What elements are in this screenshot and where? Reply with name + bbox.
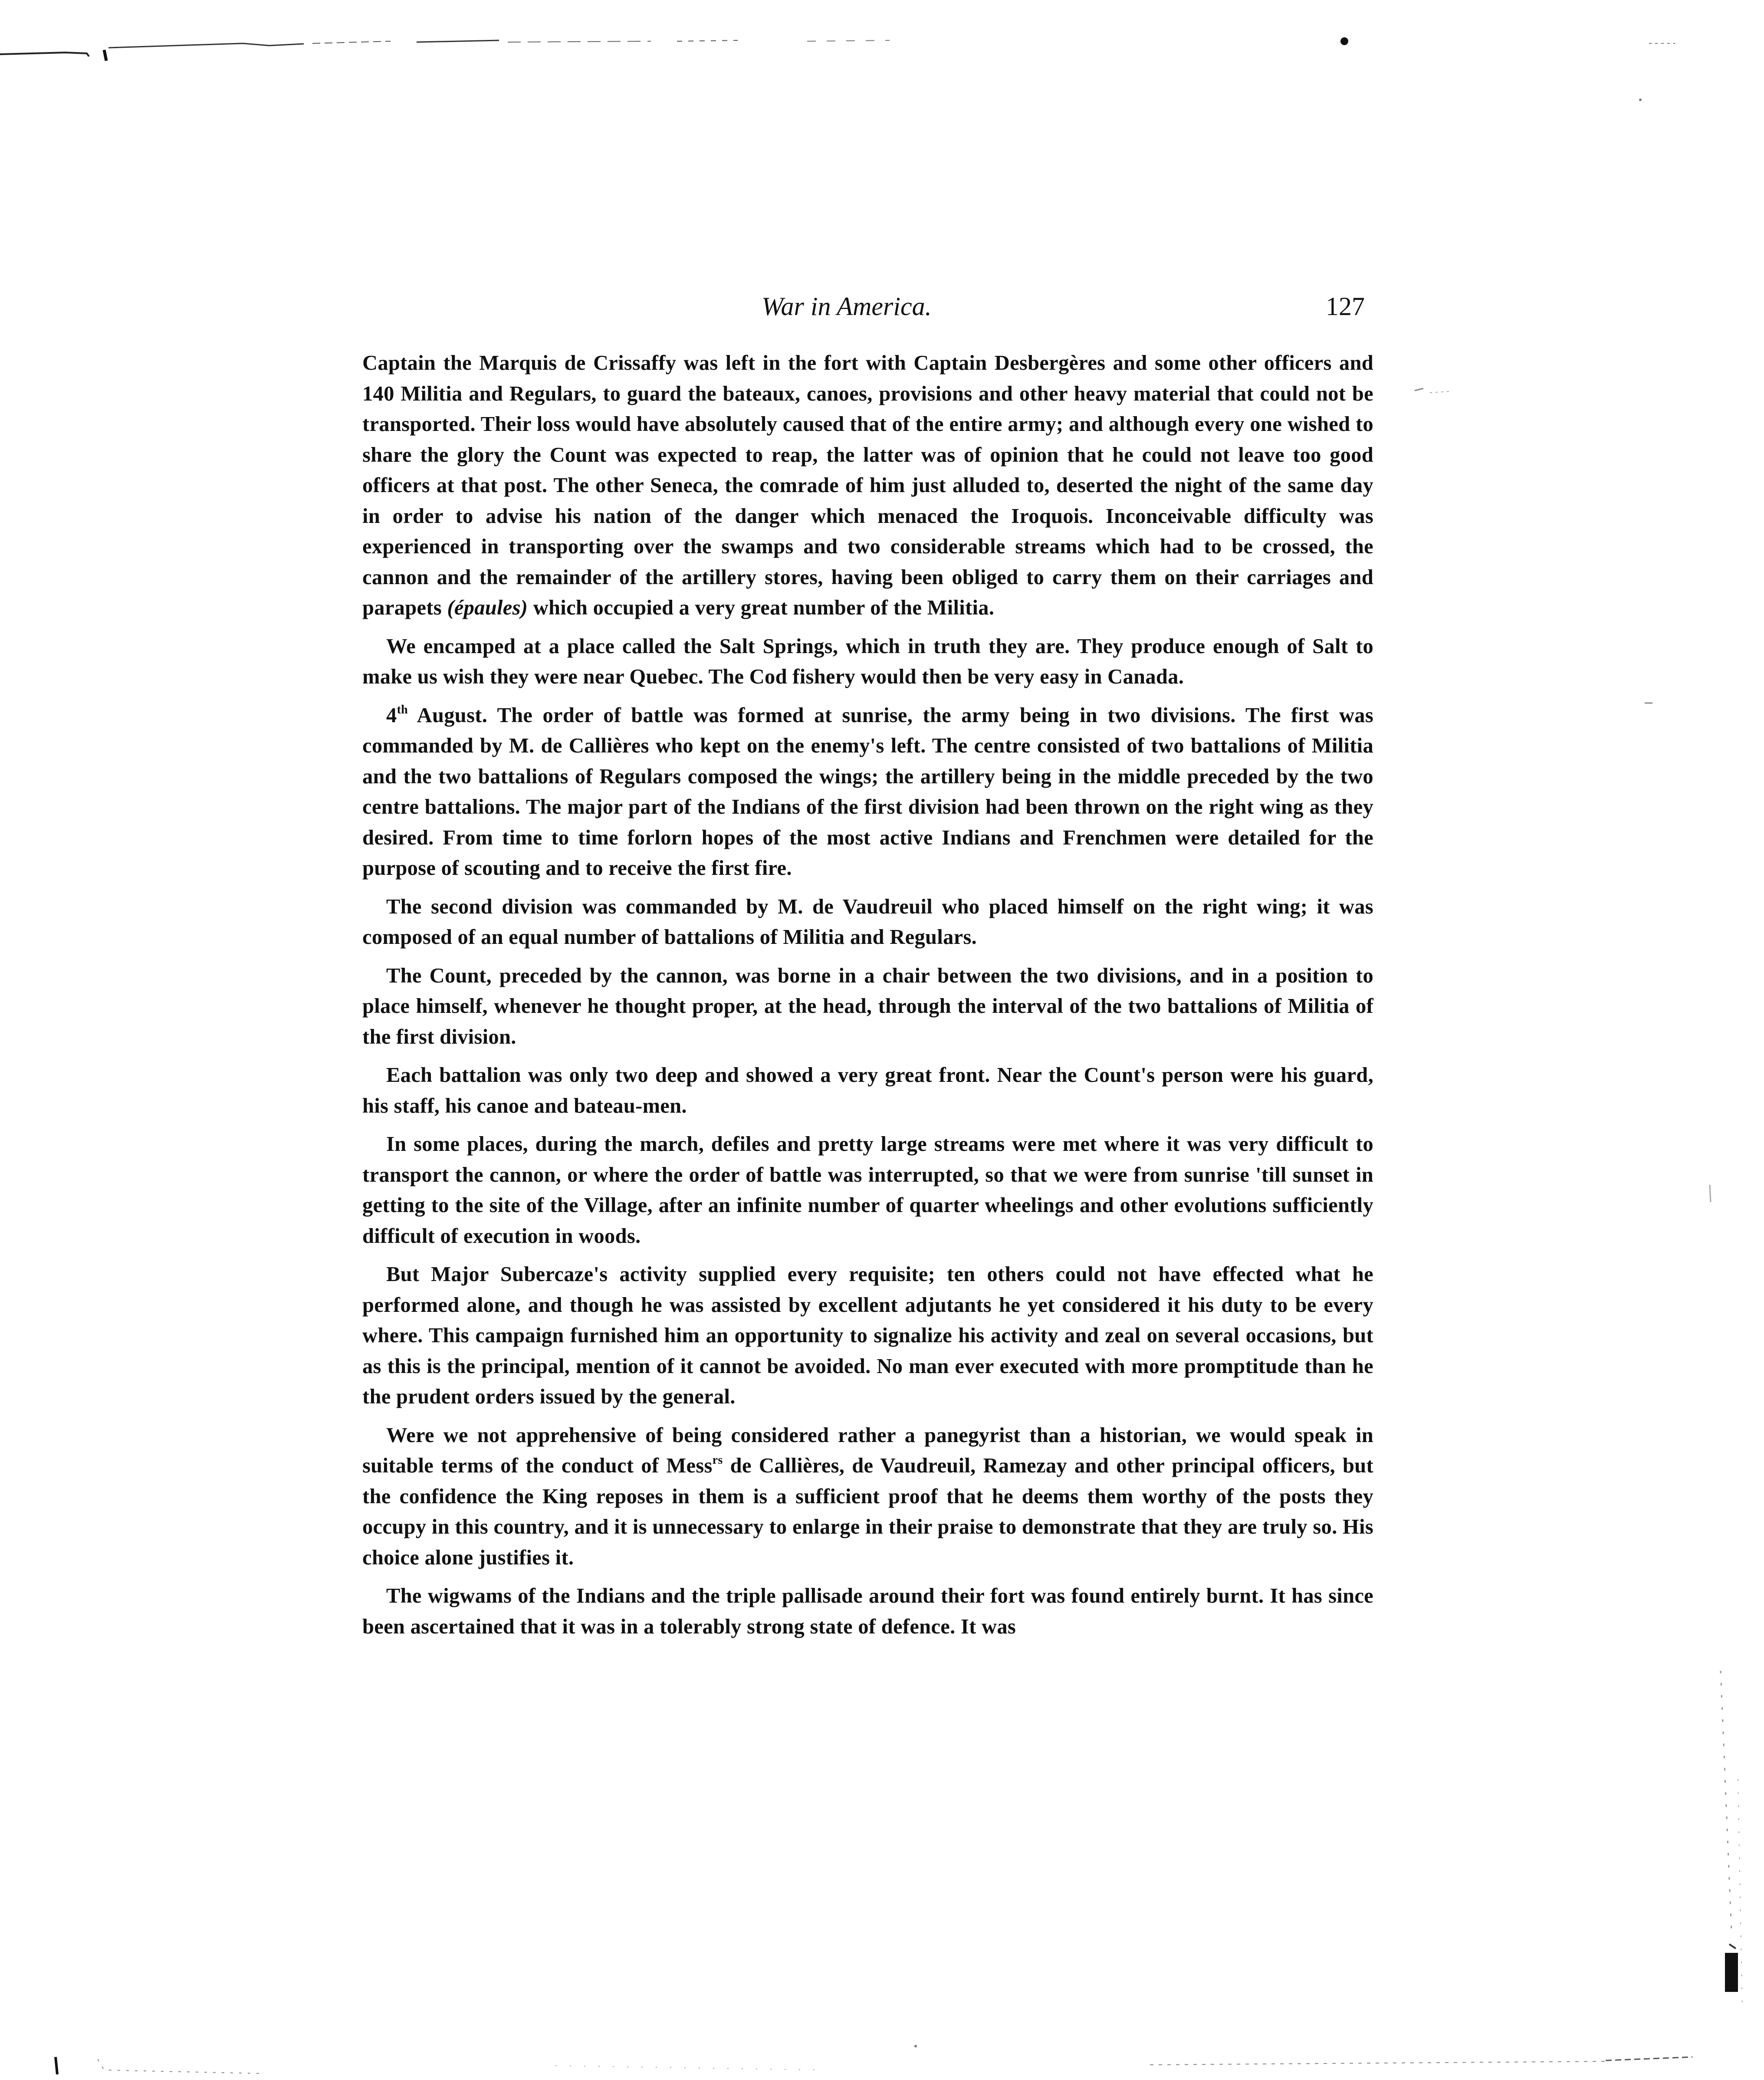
paragraph-1 <box>362 348 1373 624</box>
scan-top-edge-artifact <box>0 24 1764 63</box>
paragraph-1-italic: (épaules) <box>447 596 528 619</box>
paragraph-10: The wigwams of the Indians and the triple pallisade around their fort was found entirely burnt. It has since been ascertained that it was in a tolerably strong state of defence. It was <box>362 1584 1373 1638</box>
paragraph-7: In some places, during the march, defiles and pretty large streams were met where it was very difficult to transport the cannon, or where the order of battle was interrupted, so that we were from sunrise 'till sunset in getting to the site of the Village, after an infinite number of quarter wheelings and other evolutions sufficiently difficult of execution in woods. <box>362 1133 1373 1248</box>
paragraph-9-text-a: Were we not apprehensive of being considered rather a panegyrist than a historian, we would speak in suitable terms of the conduct of Mess <box>362 1423 1373 1477</box>
body-text <box>362 348 1373 1642</box>
paragraph-9-text-b: de Callières, de Vaudreuil, Ramezay and other principal officers, but the confidence the King reposes in them is a sufficient proof that he deems them worthy of the posts they occupy in this country, and it is unnecessary to enlarge in their praise to demonstrate that they are truly so. His choice alone justifies it. <box>362 1454 1373 1569</box>
scan-margin-specks <box>1389 65 1764 2040</box>
paragraph-4: The second division was commanded by M. de Vaudreuil who placed himself on the right wing; it was composed of an equal number of battalions of Militia and Regulars. <box>362 895 1373 949</box>
paragraph-3 <box>362 700 1373 884</box>
running-title: War in America. <box>762 292 932 321</box>
paragraph-2: We encamped at a place called the Salt Springs, which in truth they are. They produce enough of Salt to make us wish they were near Quebec. The Cod fishery would then be very easy in Canada. <box>362 634 1373 688</box>
date-day: 4 <box>386 703 397 727</box>
paragraph-8: But Major Subercaze's activity supplied every requisite; ten others could not have effected what he performed alone, and though he was assisted by excellent adjutants he yet considered it his duty to be every where. This campaign furnished him an opportunity to signalize his activity and zeal on several occasions, but as this is the principal, mention of it cannot be avoided. No man ever executed with more promptitude than he the prudent orders issued by the general. <box>362 1263 1373 1408</box>
scan-bottom-edge-artifact <box>0 2040 1764 2080</box>
paragraph-1-text: Captain the Marquis de Crissaffy was left in the fort with Captain Desbergères and some other officers and 140 Militia and Regulars, to guard the bateaux, canoes, provisions and other heavy material that could not be transported. Their loss would have absolutely caused that of the entire army; and although every one wished to share the glory the Count was expected to reap, the latter was of opinion that he could not leave too good officers at that post. The other Seneca, the comrade of him just alluded to, deserted the night of the same day in order to advise his nation of the danger which menaced the Iroquois. Inconceivable difficulty was experienced in transporting over the swamps and two considerable streams which had to be crossed, the cannon and the remainder of the artillery stores, having been obliged to carry them on their carriages and parapets <box>362 352 1373 619</box>
date-suffix: th <box>397 703 408 716</box>
paragraph-5: The Count, preceded by the cannon, was borne in a chair between the two divisions, and in a position to place himself, whenever he thought proper, at the head, through the interval of the two battalions of Militia of the first division. <box>362 964 1373 1048</box>
paragraph-1-end: which occupied a very great number of the Militia. <box>533 596 995 619</box>
paragraph-3-text: August. The order of battle was formed at sunrise, the army being in two divisions. The first was commanded by M. de Callières who kept on the enemy's left. The centre consisted of two battalions of Militia and the two battalions of Regulars composed the wings; the artillery being in the middle preceded by the two centre battalions. The major part of the Indians of the first division had been thrown on the right wing as they desired. From time to time forlorn hopes of the most active Indians and Frenchmen were detailed for the purpose of scouting and to receive the first fire. <box>362 703 1373 880</box>
abbreviation-suffix: rs <box>712 1453 723 1467</box>
paragraph-9 <box>362 1420 1373 1574</box>
page-number: 127 <box>1326 292 1365 321</box>
paragraph-6: Each battalion was only two deep and showed a very great front. Near the Count's person were his guard, his staff, his canoe and bateau-men. <box>362 1064 1373 1117</box>
